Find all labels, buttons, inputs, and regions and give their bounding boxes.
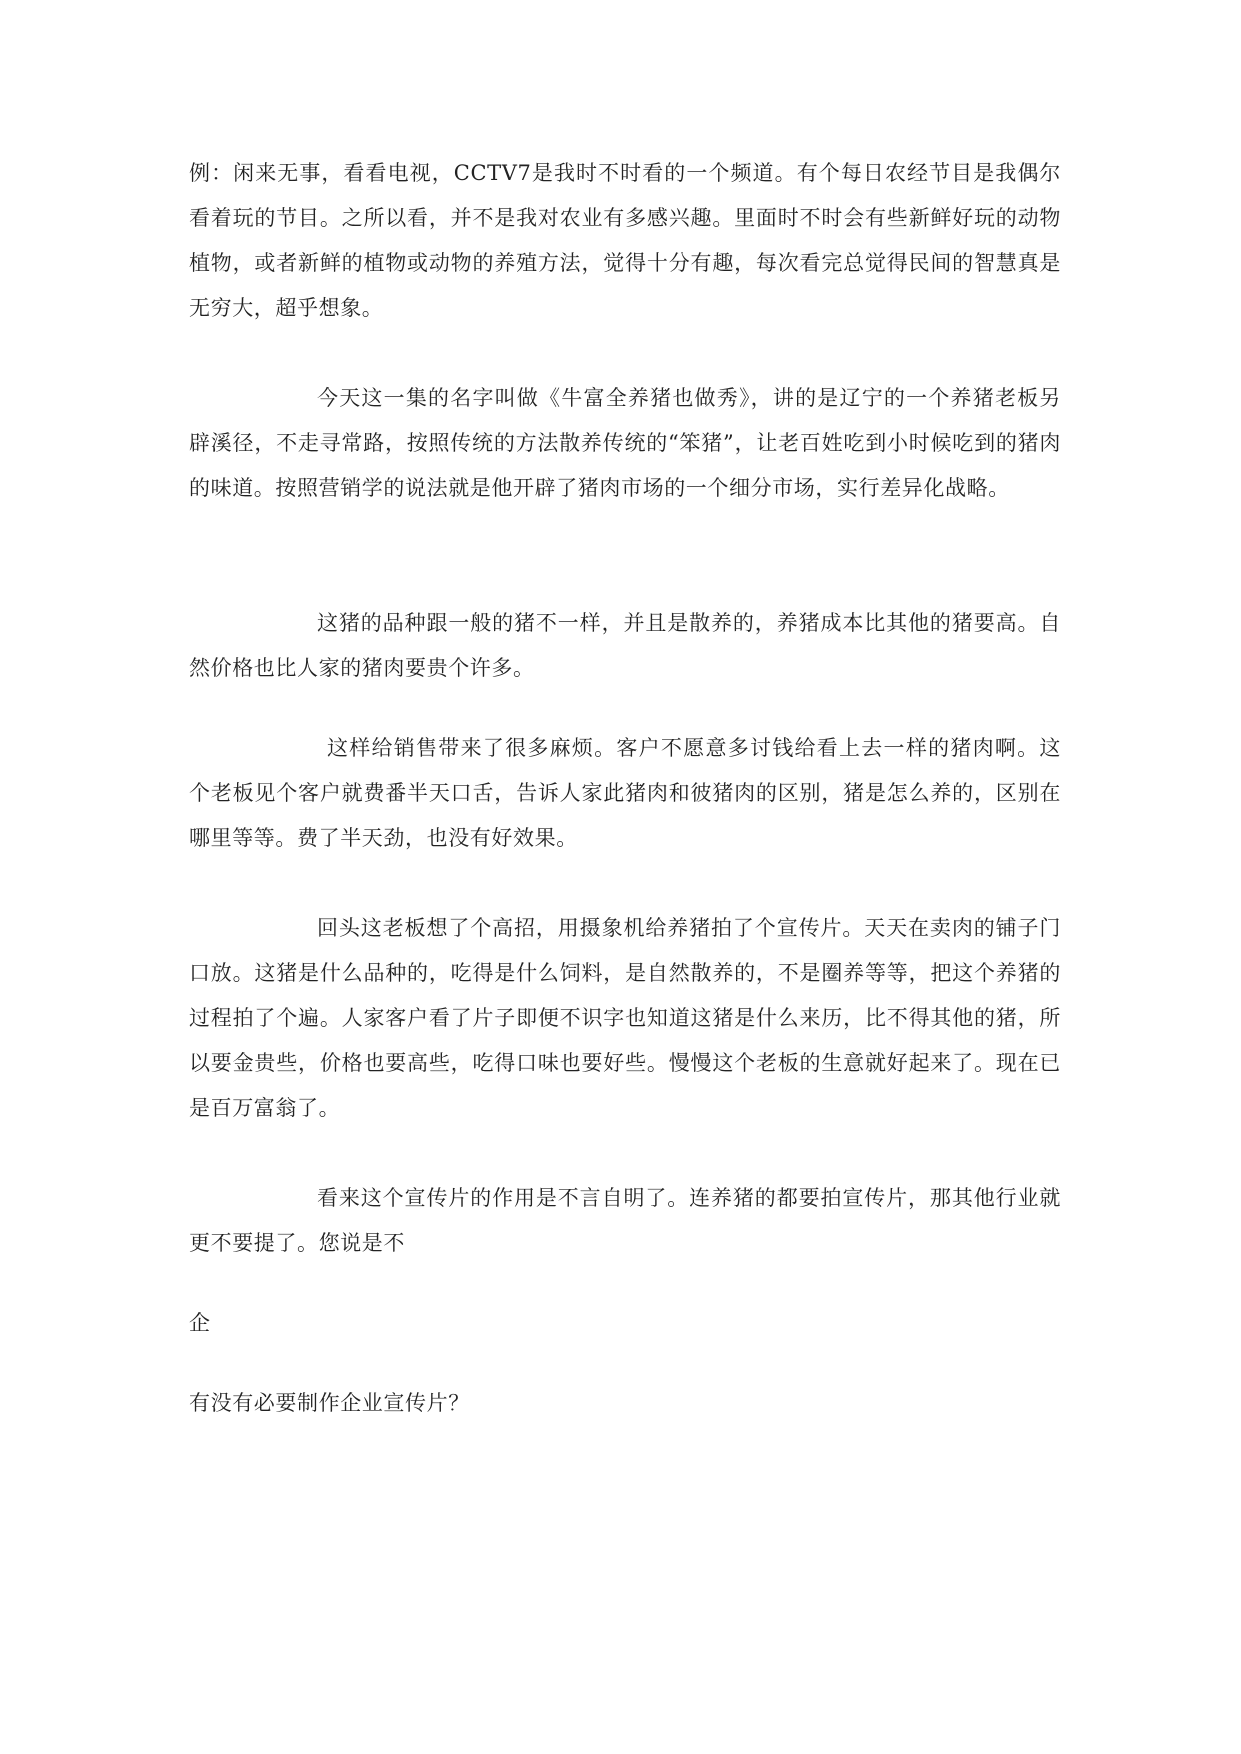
paragraph-intro: 例：闲来无事，看看电视，CCTV7是我时不时看的一个频道。有个每日农经节目是我偶尔看着玩的节目。之所以看，并不是我对农业有多感兴趣。里面时不时会有些新鲜好玩的动物植物，或者新鲜的植物或动物的养殖方法，觉得十分有趣，每次看完总觉得民间的智慧真是无穷大，超乎想象。 bbox=[189, 161, 1061, 320]
paragraph-fragment: 企 bbox=[189, 1311, 211, 1335]
paragraph-pig-breed: 这猪的品种跟一般的猪不一样，并且是散养的，养猪成本比其他的猪要高。自然价格也比人家的猪肉要贵个许多。 bbox=[189, 611, 1061, 680]
paragraph-promo-video: 回头这老板想了个高招，用摄象机给养猪拍了个宣传片。天天在卖肉的铺子门口放。这猪是什么品种的，吃得是什么饲料，是自然散养的，不是圈养等等，把这个养猪的过程拍了个遍。人家客户看了片子即便不识字也知道这猪是什么来历，比不得其他的猪，所以要金贵些，价格也要高些，吃得口味也要好些。慢慢这个老板的生意就好起来了。现在已是百万富翁了。 bbox=[189, 916, 1061, 1120]
paragraph-episode: 今天这一集的名字叫做《牛富全养猪也做秀》，讲的是辽宁的一个养猪老板另辟溪径，不走寻常路，按照传统的方法散养传统的“笨猪”，让老百姓吃到小时候吃到的猪肉的味道。按照营销学的说法就是他开辟了猪肉市场的一个细分市场，实行差异化战略。 bbox=[189, 386, 1061, 500]
paragraph-conclusion: 看来这个宣传片的作用是不言自明了。连养猪的都要拍宣传片，那其他行业就更不要提了。您说是不 bbox=[189, 1186, 1061, 1255]
paragraph-question: 有没有必要制作企业宣传片？ bbox=[189, 1391, 470, 1415]
paragraph-sales-trouble: 这样给销售带来了很多麻烦。客户不愿意多讨钱给看上去一样的猪肉啊。这个老板见个客户就费番半天口舌，告诉人家此猪肉和彼猪肉的区别，猪是怎么养的，区别在哪里等等。费了半天劲，也没有好效果。 bbox=[189, 736, 1061, 850]
